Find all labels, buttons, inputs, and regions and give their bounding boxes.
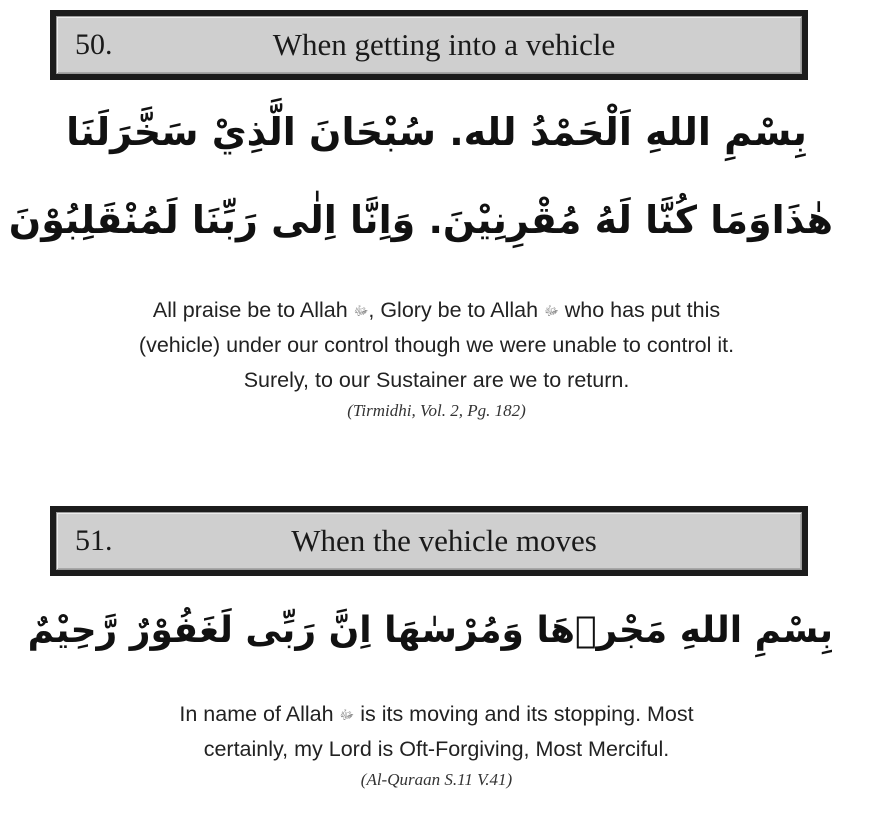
- section-50-header: [50, 10, 808, 80]
- allah-seal-icon: ﷻ: [544, 303, 559, 318]
- allah-seal-icon: ﷻ: [353, 303, 369, 318]
- section-50-header-panel: [56, 16, 802, 74]
- section-50-translation-line-1: All praise be to Allah ﷻ, Glory be to Allah ﷻ who has put this: [40, 293, 833, 328]
- section-51-translation-line-2: certainly, my Lord is Oft-Forgiving, Most Merciful.: [203, 737, 670, 761]
- section-50-number: 50.: [75, 28, 113, 61]
- allah-seal-icon: ﷻ: [339, 707, 355, 722]
- section-50-translation-line-2: (vehicle) under our control though we were unable to control it.: [138, 333, 735, 357]
- section-51-reference: (Al-Quraan S.11 V.41): [360, 770, 513, 789]
- section-51-number: 51.: [75, 524, 113, 557]
- section-50-arabic-line-2: هٰذَاوَمَا كُنَّا لَهُ مُقْرِنِيْنَ. وَاِنَّا اِلٰى رَبِّنَا لَمُنْقَلِبُوْنَ: [8, 198, 833, 242]
- section-51-translation: [40, 697, 833, 767]
- section-51-header-panel: [56, 512, 802, 570]
- section-50-translation: [40, 293, 833, 398]
- section-50-title: When getting into a vehicle: [272, 27, 616, 62]
- section-50-reference: (Tirmidhi, Vol. 2, Pg. 182): [347, 401, 526, 420]
- section-51-translation-line-1: In name of Allah ﷻ is its moving and its stopping. Most: [40, 697, 833, 732]
- section-50-arabic-line-1: بِسْمِ اللهِ اَلْحَمْدُ لله. سُبْحَانَ الَّذِيْ سَخَّرَلَنَا: [66, 110, 807, 154]
- section-50-translation-line-3: Surely, to our Sustainer are we to return.: [243, 368, 630, 392]
- section-51-header: [50, 506, 808, 576]
- section-51-title: When the vehicle moves: [291, 523, 597, 558]
- section-51-arabic-line-1: بِسْمِ اللهِ مَجْرٖهَا وَمُرْسٰهَا اِنَّ رَبِّى لَغَفُوْرٌ رَّحِيْمٌ: [27, 610, 833, 651]
